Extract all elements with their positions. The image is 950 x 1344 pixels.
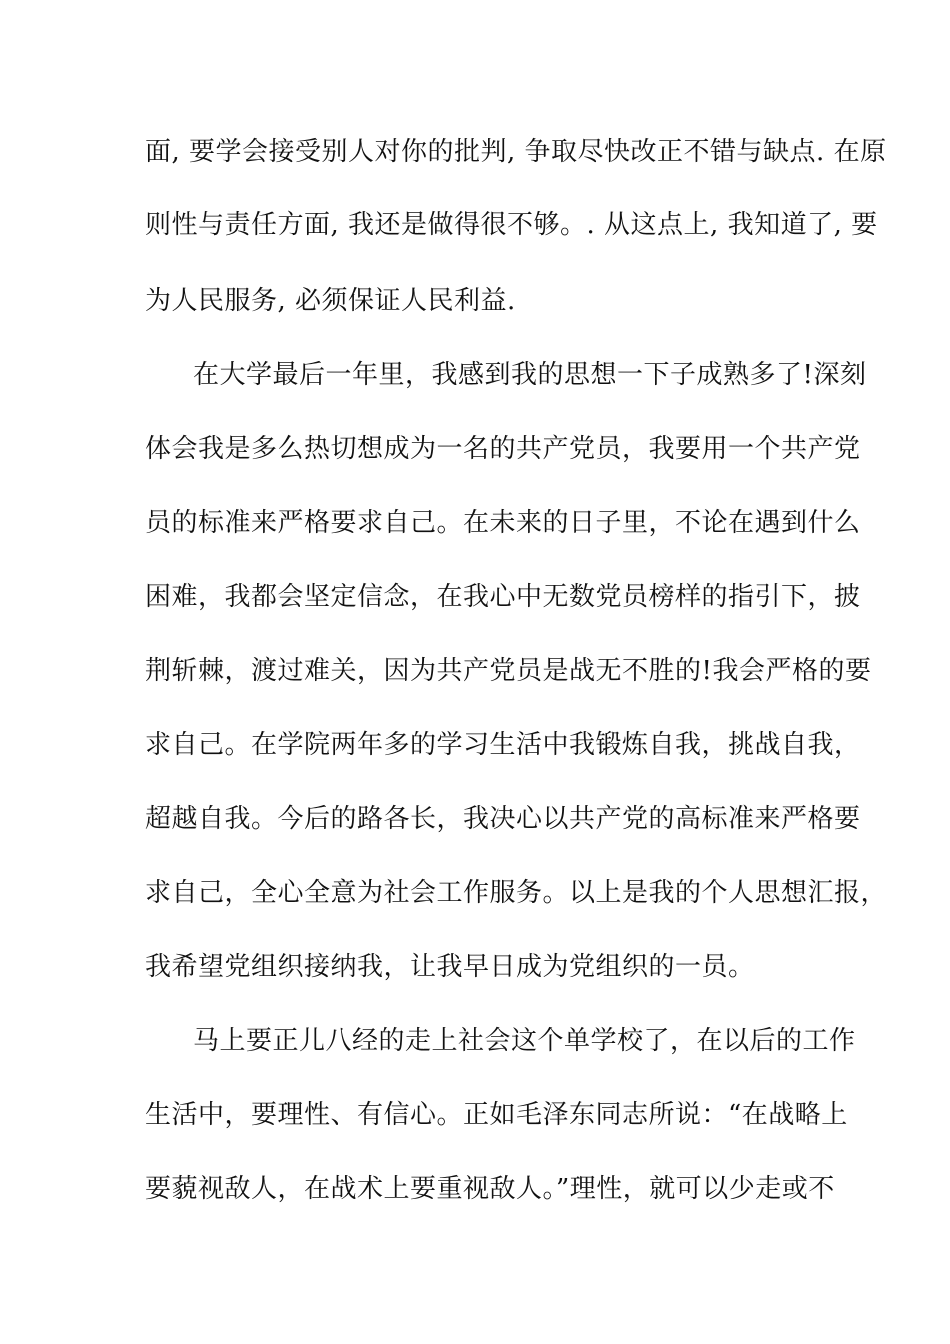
- text-line: 体会我是多么热切想成为一名的共产党员，我要用一个共产党: [145, 434, 861, 464]
- text-line: 求自己，全心全意为社会工作服务。以上是我的个人思想汇报，: [145, 878, 888, 908]
- text-line: 员的标准来严格要求自己。在未来的日子里，不论在遇到什么: [145, 508, 861, 538]
- text-line: 生活中，要理性、有信心。正如毛泽东同志所说：“在战略上: [145, 1100, 848, 1130]
- text-line: 困难，我都会坚定信念，在我心中无数党员榜样的指引下，披: [145, 582, 861, 612]
- text-line: 求自己。在学院两年多的学习生活中我锻炼自我，挑战自我，: [145, 730, 861, 760]
- text-line: 我希望党组织接纳我，让我早日成为党组织的一员。: [145, 952, 755, 982]
- paragraph-first-line: 马上要正儿八经的走上社会这个单学校了，在以后的工作: [193, 1026, 856, 1056]
- text-line: 为人民服务, 必须保证人民利益.: [145, 286, 516, 316]
- text-line: 荆斩棘，渡过难关，因为共产党员是战无不胜的!我会严格的要: [145, 656, 872, 686]
- text-line: 超越自我。今后的路各长，我决心以共产党的高标准来严格要: [145, 804, 861, 834]
- text-line: 面, 要学会接受别人对你的批判, 争取尽快改正不错与缺点. 在原: [145, 137, 887, 167]
- text-line: 要藐视敌人，在战术上要重视敌人。”理性，就可以少走或不: [145, 1174, 835, 1204]
- text-line: 则性与责任方面, 我还是做得很不够。. 从这点上, 我知道了, 要: [145, 210, 878, 240]
- paragraph-first-line: 在大学最后一年里，我感到我的思想一下子成熟多了!深刻: [193, 360, 867, 390]
